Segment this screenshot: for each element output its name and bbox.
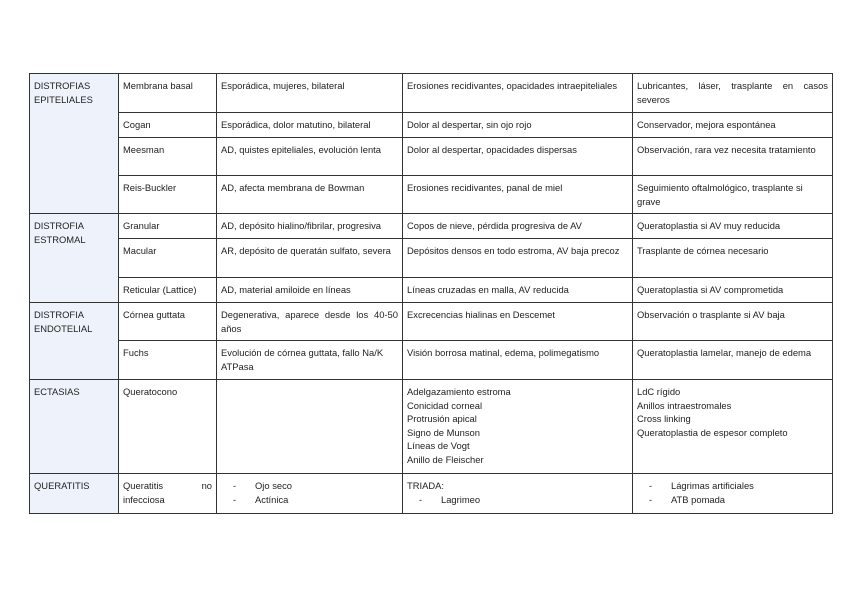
list-item: - Lágrimas artificiales	[637, 479, 828, 493]
treatment-cell: Lubricantes, láser, trasplante en casos severos	[633, 74, 833, 113]
name-cell: Queratitis no infecciosa	[119, 474, 217, 514]
clinic-cell: Líneas cruzadas en malla, AV reducida	[403, 278, 633, 303]
clinic-cell: Visión borrosa matinal, edema, polimegatismo	[403, 341, 633, 380]
name-cell: Fuchs	[119, 341, 217, 380]
name-cell: Macular	[119, 239, 217, 278]
table-row	[30, 113, 833, 138]
treatment-line: Queratoplastia de espesor completo	[637, 426, 788, 438]
treatment-cell: Seguimiento oftalmológico, trasplante si grave	[633, 176, 833, 214]
list-item: - Lagrimeo	[407, 493, 628, 507]
treatment-cell: Observación, rara vez necesita tratamiento	[633, 138, 833, 176]
features-cell: Esporádica, mujeres, bilateral	[217, 74, 403, 113]
clinic-cell	[403, 380, 633, 474]
treatment-cell: Trasplante de córnea necesario	[633, 239, 833, 278]
features-cell: Degenerativa, aparece desde los 40-50 años	[217, 303, 403, 341]
table-row	[30, 74, 833, 113]
treatment-cell: Observación o trasplante si AV baja	[633, 303, 833, 341]
features-list	[221, 479, 398, 506]
clinic-cell: Depósitos densos en todo estroma, AV baja precoz	[403, 239, 633, 278]
treatment-line: Cross linking	[637, 413, 691, 424]
clinic-cell	[403, 474, 633, 514]
clinic-line: Conicidad corneal	[407, 399, 483, 411]
table-row	[30, 380, 833, 474]
treatment-list	[637, 479, 828, 506]
table-row	[30, 138, 833, 176]
category-cell: ECTASIAS	[30, 380, 119, 474]
clinic-line: Adelgazamiento estroma	[407, 386, 511, 397]
clinic-cell: Dolor al despertar, opacidades dispersas	[403, 138, 633, 176]
corneal-disorders-table	[29, 73, 833, 514]
triad-title: TRIADA:	[407, 480, 444, 491]
category-cell: QUERATITIS	[30, 474, 119, 514]
features-cell: AD, quistes epiteliales, evolución lenta	[217, 138, 403, 176]
clinic-cell: Copos de nieve, pérdida progresiva de AV	[403, 214, 633, 239]
clinic-line: Anillo de Fleischer	[407, 453, 484, 465]
features-cell	[217, 380, 403, 474]
treatment-cell: Queratoplastia lamelar, manejo de edema	[633, 341, 833, 380]
table-row	[30, 214, 833, 239]
name-cell: Meesman	[119, 138, 217, 176]
table-row	[30, 474, 833, 514]
clinic-line: Protrusión apical	[407, 413, 477, 424]
treatment-cell: Queratoplastia si AV comprometida	[633, 278, 833, 303]
treatment-cell	[633, 474, 833, 514]
clinic-cell: Dolor al despertar, sin ojo rojo	[403, 113, 633, 138]
clinic-line: Líneas de Vogt	[407, 440, 470, 451]
name-cell: Reticular (Lattice)	[119, 278, 217, 303]
clinic-list	[407, 493, 628, 507]
treatment-cell: Queratoplastia si AV muy reducida	[633, 214, 833, 239]
table-row	[30, 341, 833, 380]
name-cell: Córnea guttata	[119, 303, 217, 341]
table-row	[30, 278, 833, 303]
table-row	[30, 303, 833, 341]
list-item: - Ojo seco	[221, 479, 398, 493]
category-cell: DISTROFIAS EPITELIALES	[30, 74, 119, 214]
treatment-line: Anillos intraestromales	[637, 399, 732, 411]
name-cell: Membrana basal	[119, 74, 217, 113]
features-cell: AR, depósito de queratán sulfato, severa	[217, 239, 403, 278]
clinic-line: Signo de Munson	[407, 426, 480, 438]
features-cell	[217, 474, 403, 514]
table-row	[30, 176, 833, 214]
list-item: - ATB pomada	[637, 493, 828, 507]
category-cell: DISTROFIA ESTROMAL	[30, 214, 119, 303]
treatment-cell	[633, 380, 833, 474]
name-cell: Granular	[119, 214, 217, 239]
features-cell: AD, afecta membrana de Bowman	[217, 176, 403, 214]
table-row	[30, 239, 833, 278]
clinic-cell: Erosiones recidivantes, opacidades intraepiteliales	[403, 74, 633, 113]
clinic-cell: Erosiones recidivantes, panal de miel	[403, 176, 633, 214]
name-cell: Reis-Buckler	[119, 176, 217, 214]
list-item: - Actínica	[221, 493, 398, 507]
features-cell: AD, depósito hialino/fibrilar, progresiva	[217, 214, 403, 239]
features-cell: Evolución de córnea guttata, fallo Na/K ATPasa	[217, 341, 403, 380]
treatment-cell: Conservador, mejora espontánea	[633, 113, 833, 138]
features-cell: AD, material amiloide en líneas	[217, 278, 403, 303]
category-cell: DISTROFIA ENDOTELIAL	[30, 303, 119, 380]
name-cell: Queratocono	[119, 380, 217, 474]
features-cell: Esporádica, dolor matutino, bilateral	[217, 113, 403, 138]
name-cell: Cogan	[119, 113, 217, 138]
clinic-cell: Excrecencias hialinas en Descemet	[403, 303, 633, 341]
treatment-line: LdC rígido	[637, 386, 681, 397]
